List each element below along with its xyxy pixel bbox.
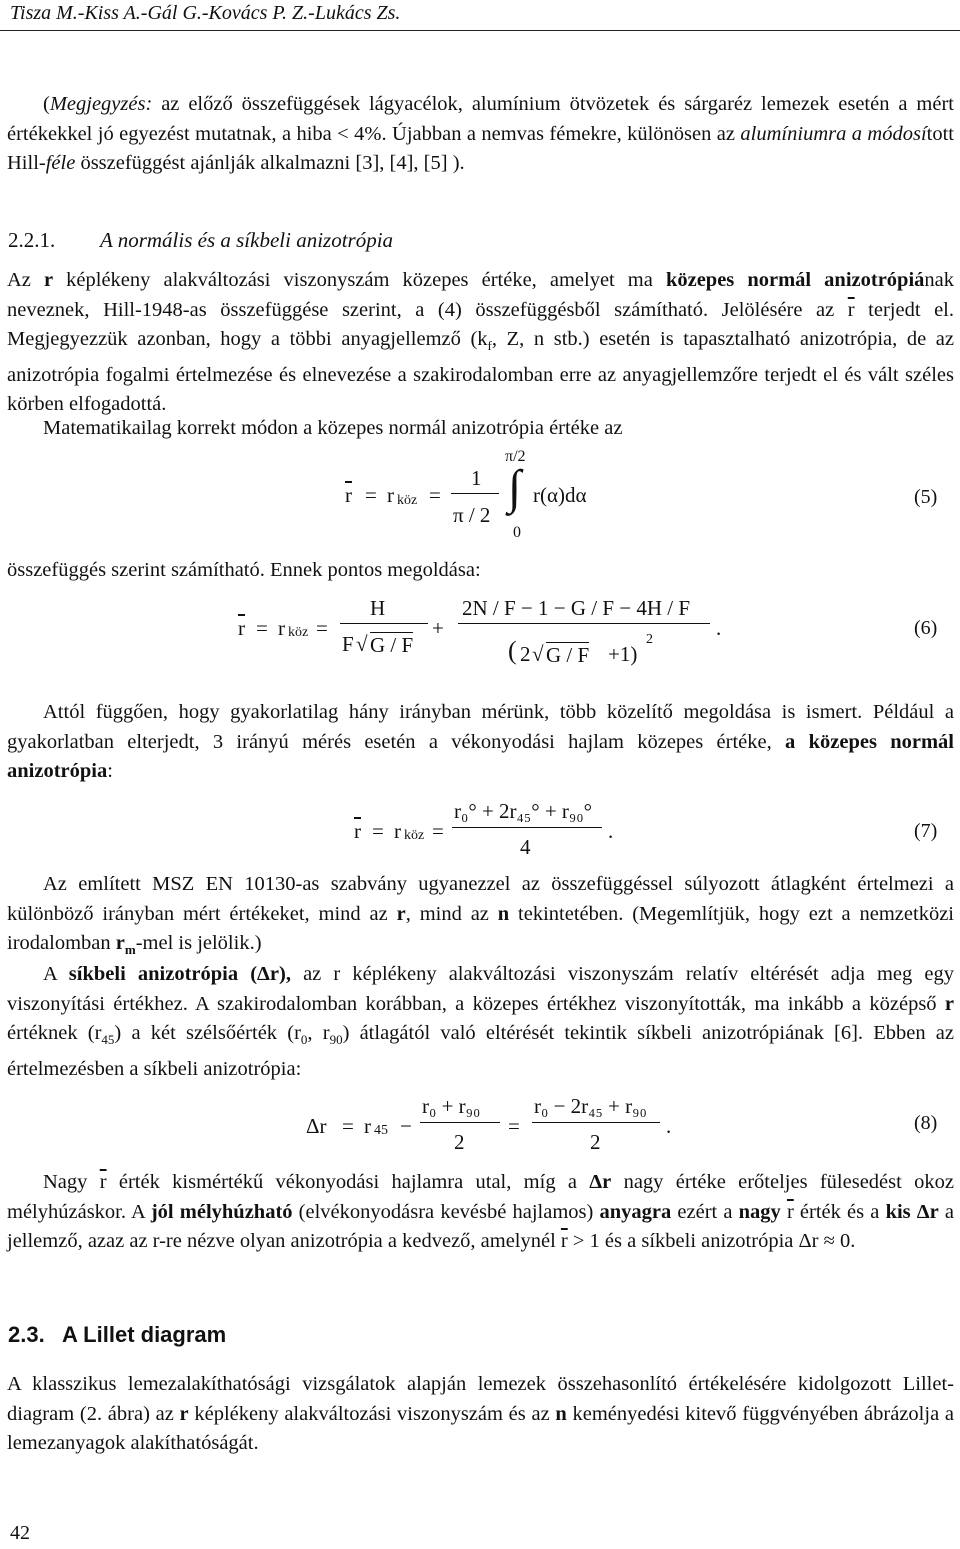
note-paragraph: (Megjegyzés: az előző összefüggések lágyacélok, alumínium ötvözetek és sárgaréz lemezek esetén a mért értékekkel jó egyezést mutatnak, a hiba < 4%. Újabban a nemvas fémekre, különösen az alumíniumra a módosított Hill-féle összefüggést ajánlják alkalmazni [3], [4], [5] ).: [7, 93, 954, 174]
paragraph-solution: összefüggés szerint számítható. Ennek pontos megoldása:: [7, 559, 481, 581]
paragraph-normal-anisotropy: Az r képlékeny alakváltozási viszonyszám közepes értéke, amelyet ma közepes normál anizotrópiának neveznek, Hill-1948-as összefüggése szerint, a (4) összefüggésből számítható. Jelölésére az $\overline{r}$ terjedt el. Megjegyezzük azonban, hogy a többi anyagjellemző ($k_f$, Z, n stb.) esetén is tapasztalható anizotrópia, de az anizotrópia fogalmi értelmezése és elnevezése a szakirodalomban erre az anyagjellemzőre terjedt el és vált széles körben elfogadottá.: [7, 269, 954, 416]
eq7-number: (7): [914, 820, 938, 842]
equation-5: $\overline{r}$ = r köz = 1 π / 2 π/2 0 ∫ r(α)dα: [345, 448, 587, 541]
page-header: [0, 0, 960, 31]
equation-8: Δr = r 45 − r₀ + r₉₀ 2 = r₀ − 2r₄₅ + r₉₀ 2 .: [306, 1094, 672, 1154]
section-title: A normális és a síkbeli anizotrópia: [100, 228, 394, 252]
integral-sign: ∫: [508, 461, 522, 514]
section-2-3-title: A Lillet diagram: [62, 1322, 227, 1347]
equation-6: $\overline{r}$ = r köz = H F √ G / F + 2N / F − 1 − G / F − 4H / F ( 2 √ G / F +1) 2 .: [238, 596, 722, 667]
section-number: 2.2.1.: [8, 228, 56, 252]
paragraph-standard: Az említett MSZ EN 10130-as szabvány ugyanezzel az összefüggéssel súlyozott átlagként értelmezi a különböző irányban mért értékeket, mind az r, mind az n tekintetében. (Megemlítjük, hogy ezt a nemzetközi irodalomban $r_m$-mel is jelölik.): [7, 873, 954, 958]
paragraph-deep-drawing: Nagy $\overline{r}$ érték kismértékű vékonyodási hajlamra utal, míg a Δr nagy értéke erőteljes fülesedést okoz mélyhúzáskor. A jól mélyhúzható (elvékonyodásra kevésbé hajlamos) anyagra ezért a nagy $\overline{r}$ érték és a kis Δr a jellemző, azaz az r-re nézve olyan anizotrópia a kedvező, amelynél $\overline{r} > 1$ és a síkbeli anizotrópia Δr ≈ 0.: [7, 1171, 955, 1252]
sqrt-sign-2: √: [532, 642, 544, 666]
paragraph-math: Matematikailag korrekt módon a közepes normál anizotrópia értéke az: [43, 417, 623, 439]
section-2-3-number: 2.3.: [8, 1322, 45, 1347]
paragraph-approximation: Attól függően, hogy gyakorlatilag hány irányban mérünk, több közelítő megoldása is ismert. Például a gyakorlatban elterjedt, 3 irányú mérés esetén a vékonyodási hajlam közepes értéke, a közepes normál anizotrópia:: [7, 701, 954, 782]
eq8-number: (8): [914, 1112, 938, 1134]
header-authors: Tisza M.-Kiss A.-Gál G.-Kovács P. Z.-Lukács Zs.: [10, 2, 401, 24]
paragraph-lillet: A klasszikus lemezalakíthatósági vizsgálatok alapján lemezek összehasonlító értékelésére kidolgozott Lillet-diagram (2. ábra) az r képlékeny alakváltozási viszonyszám és az n keményedési kitevő függvényében ábrázolja a lemezanyagok alakíthatóságát.: [7, 1373, 954, 1454]
sqrt-sign: √: [356, 632, 368, 656]
equation-7: $\overline{r}$ = r köz = r₀° + 2r₄₅° + r₉₀° 4 .: [354, 799, 614, 859]
page-number: 42: [10, 1522, 30, 1544]
eq5-number: (5): [914, 486, 938, 508]
paragraph-planar-anisotropy: A síkbeli anizotrópia (Δr), az r képlékeny alakváltozási viszonyszám relatív eltérését adja meg egy viszonyítási értékhez. A szakirodalomban korábban, a közepes értékhez viszonyították, ma inkább a középső r értéknek $(r_{45})$ a két szélsőérték ($r_0$, $r_{90}$) átlagától való eltérését tekintik síkbeli anizotrópiának [6]. Ebben az értelmezésben a síkbeli anizotrópia:: [7, 963, 955, 1080]
eq6-number: (6): [914, 617, 938, 639]
